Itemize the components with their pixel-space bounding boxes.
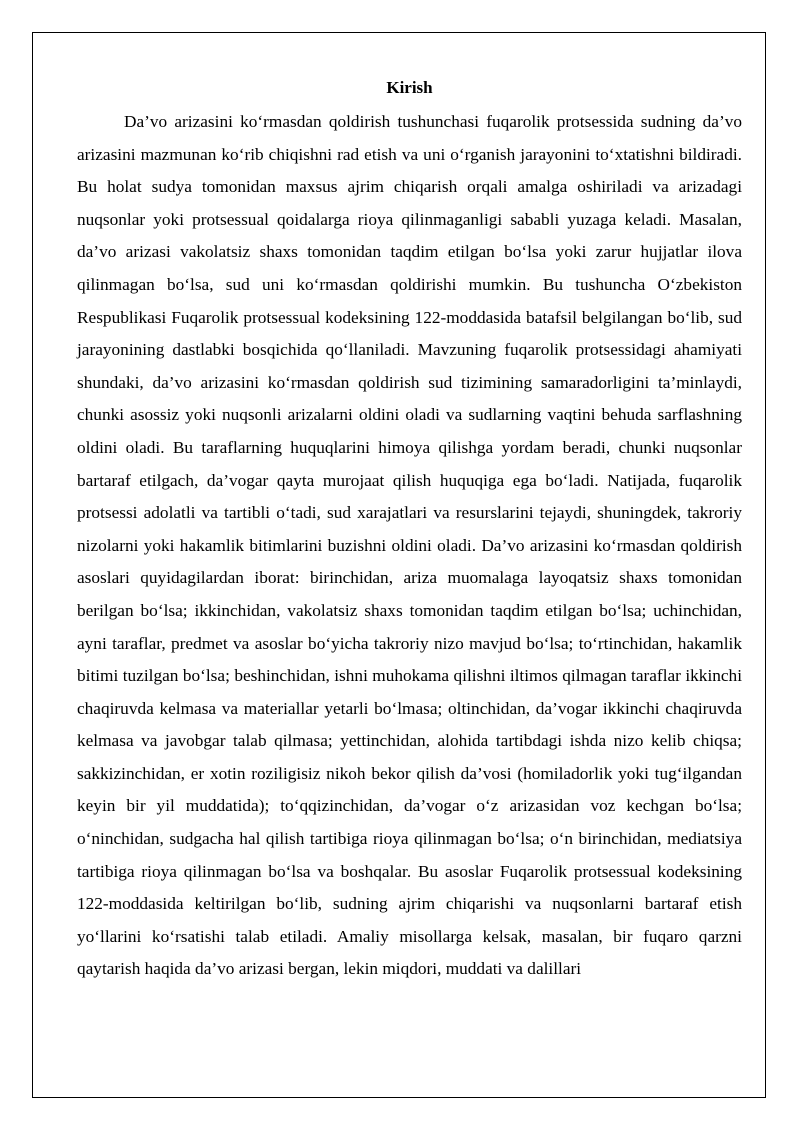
body-paragraph: Da’vo arizasini ko‘rmasdan qoldirish tushunchasi fuqarolik protsessida sudning da’vo arizasini mazmunan ko‘rib chiqishni rad etish va uni o‘rganish jarayonini to‘xtatishni bildiradi. Bu holat sudya tomonidan maxsus ajrim chiqarish orqali amalga oshiriladi va arizadagi nuqsonlar yoki protsessual qoidalarga rioya qilinmaganligi sababli yuzaga keladi. Masalan, da’vo arizasi vakolatsiz shaxs tomonidan taqdim etilgan bo‘lsa yoki zarur hujjatlar ilova qilinmagan bo‘lsa, sud uni ko‘rmasdan qoldirishi mumkin. Bu tushuncha O‘zbekiston Respublikasi Fuqarolik protsessual kodeksining 122-moddasida batafsil belgilangan bo‘lib, sud jarayonining dastlabki bosqichida qo‘llaniladi. Mavzuning fuqarolik protsessidagi ahamiyati shundaki, da’vo arizasini ko‘rmasdan qoldirish sud tizimining samaradorligini ta’minlaydi, chunki asossiz yoki nuqsonli arizalarni oldini oladi va sudlarning vaqtini behuda sarflashning oldini oladi. Bu taraflarning huquqlarini himoya qilishga yordam beradi, chunki nuqsonlar bartaraf etilgach, da’vogar qayta murojaat qilish huquqiga ega bo‘ladi. Natijada, fuqarolik protsessi adolatli va tartibli o‘tadi, sud xarajatlari va resurslarini tejaydi, shuningdek, takroriy nizolarni yoki hakamlik bitimlarini buzishni oldini oladi. Da’vo arizasini ko‘rmasdan qoldirish asoslari quyidagilardan iborat: birinchidan, ariza muomalaga layoqatsiz shaxs tomonidan berilgan bo‘lsa; ikkinchidan, vakolatsiz shaxs tomonidan taqdim etilgan bo‘lsa; uchinchidan, ayni taraflar, predmet va asoslar bo‘yicha takroriy nizo mavjud bo‘lsa; to‘rtinchidan, hakamlik bitimi tuzilgan bo‘lsa; beshinchidan, ishni muhokama qilishni iltimos qilmagan taraflar ikkinchi chaqiruvda kelmasa va materiallar yetarli bo‘lmasa; oltinchidan, da’vogar ikkinchi chaqiruvda kelmasa va javobgar talab qilmasa; yettinchidan, alohida tartibdagi ishda nizo kelib chiqsa; sakkizinchidan, er xotin roziligisiz nikoh bekor qilish da’vosi (homiladorlik yoki tug‘ilgandan keyin bir yil muddatida); to‘qqizinchidan, da’vogar o‘z arizasidan voz kechgan bo‘lsa; o‘ninchidan, sudgacha hal qilish tartibiga rioya qilinmagan bo‘lsa; o‘n birinchidan, mediatsiya tartibiga rioya qilinmagan bo‘lsa va boshqalar. Bu asoslar Fuqarolik protsessual kodeksining 122-moddasida keltirilgan bo‘lib, sudning ajrim chiqarishi va nuqsonlarni bartaraf etish yo‘llarini ko‘rsatishi talab etiladi. Amaliy misollarga kelsak, masalan, bir fuqaro qarzni qaytarish haqida da’vo arizasi bergan, lekin miqdori, muddati va dalillari xyxy=(77,112,742,979)
document-body xyxy=(77,76,742,986)
section-title: Kirish xyxy=(386,78,433,97)
